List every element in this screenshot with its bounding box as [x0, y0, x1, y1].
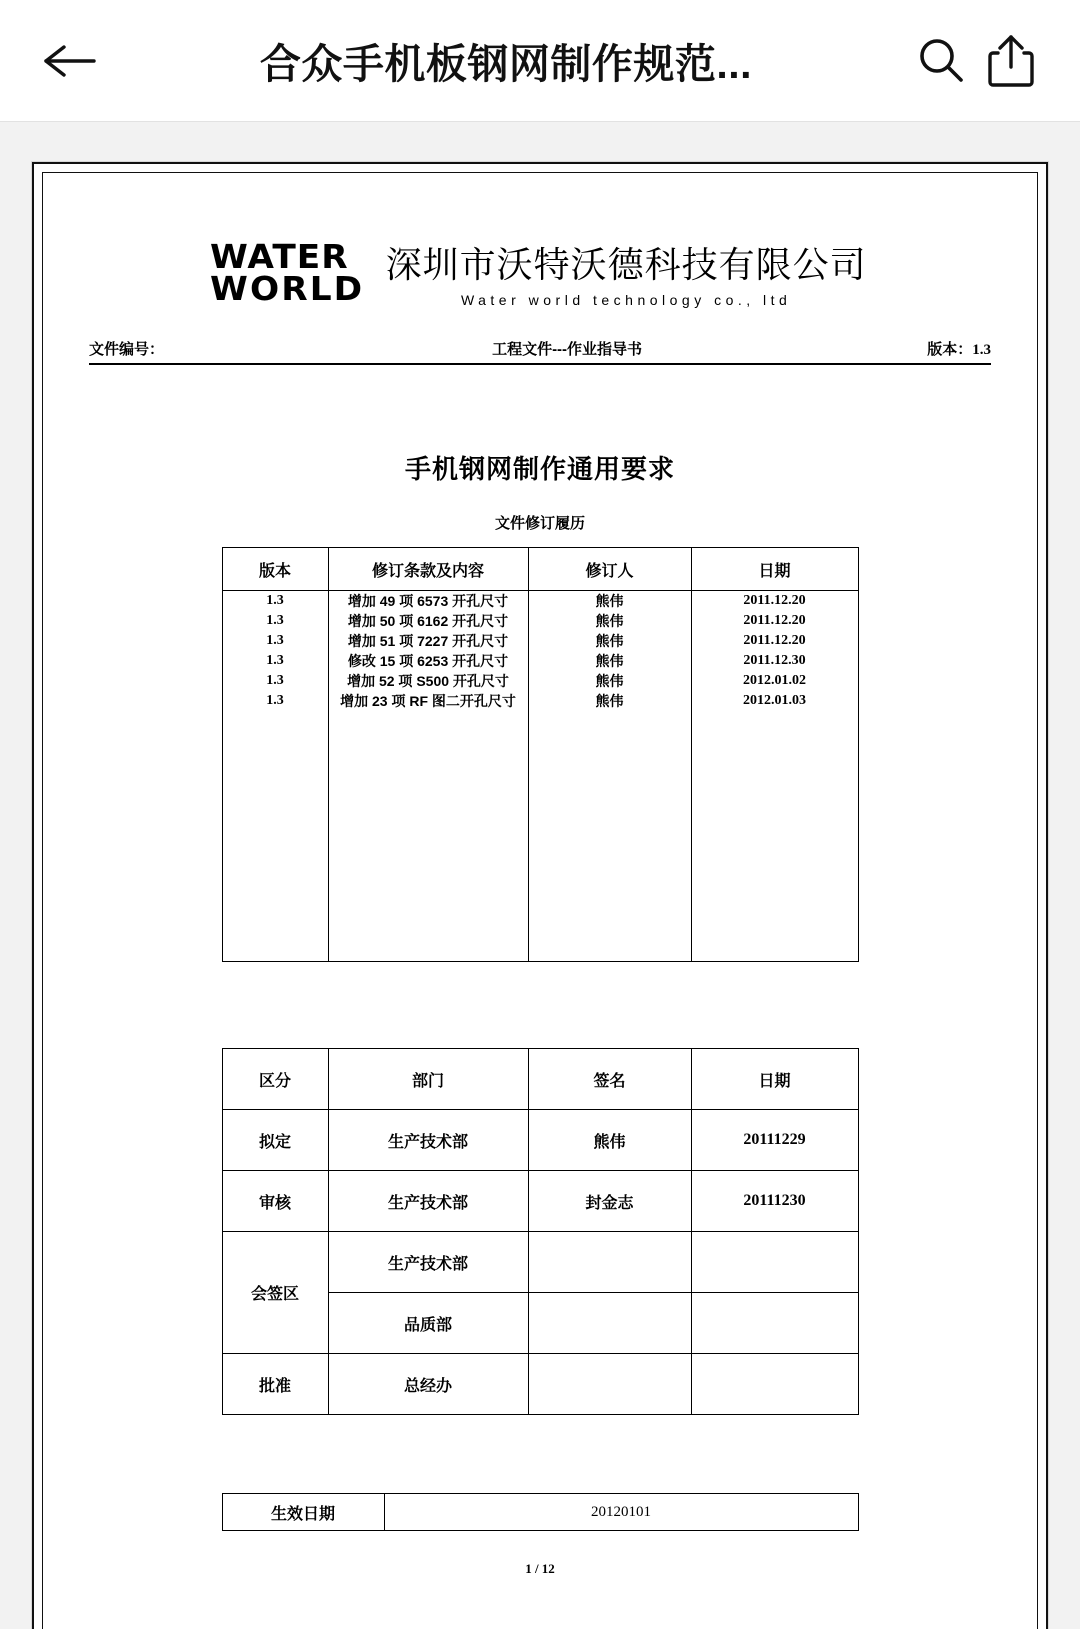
cell-content: 增加 52 项 S500 开孔尺寸 — [328, 671, 528, 691]
document-title: 手机钢网制作通用要求 — [404, 454, 675, 484]
rev-col-version: 版本 — [222, 548, 328, 591]
cell-date: 20111229 — [691, 1110, 858, 1171]
app-bar — [0, 0, 1080, 122]
search-button[interactable] — [906, 26, 976, 96]
document-subtitle: 文件修订履历 — [494, 515, 585, 532]
effective-date-table — [222, 1493, 859, 1531]
doc-type-label: 工程文件---作业指导书 — [492, 341, 643, 358]
table-row — [222, 691, 858, 711]
cell-empty — [222, 711, 328, 962]
cell-signature: 熊伟 — [528, 1110, 691, 1171]
cell-version: 1.3 — [222, 591, 328, 612]
table-row — [222, 1354, 858, 1415]
cell-content: 增加 51 项 7227 开孔尺寸 — [328, 631, 528, 651]
document-meta-line — [89, 338, 991, 365]
sign-col-signature: 签名 — [528, 1049, 691, 1110]
cell-editor: 熊伟 — [528, 631, 691, 651]
logo-line-2: WORLD — [210, 268, 365, 308]
cell-date: 2012.01.03 — [691, 691, 858, 711]
cell-date: 2011.12.20 — [691, 611, 858, 631]
search-icon — [914, 34, 968, 88]
table-row — [222, 631, 858, 651]
share-button[interactable] — [976, 26, 1046, 96]
cell-department: 生产技术部 — [328, 1171, 528, 1232]
table-row — [222, 1232, 858, 1293]
cell-date: 20111230 — [691, 1171, 858, 1232]
signature-table — [222, 1048, 859, 1415]
table-row — [222, 671, 858, 691]
cell-category: 批准 — [222, 1354, 328, 1415]
cell-content: 增加 23 项 RF 图二开孔尺寸 — [328, 691, 528, 711]
table-row — [222, 1110, 858, 1171]
table-row — [222, 591, 858, 612]
effective-date-value: 20120101 — [384, 1494, 858, 1531]
cell-signature — [528, 1232, 691, 1293]
page-number-footer: 1 / 12 — [525, 1561, 555, 1576]
table-empty-space — [222, 711, 858, 962]
cell-editor: 熊伟 — [528, 591, 691, 612]
table-header-row — [222, 548, 858, 591]
page-title: 合众手机板钢网制作规范... — [259, 41, 753, 87]
cell-department: 品质部 — [328, 1293, 528, 1354]
cell-content: 增加 50 项 6162 开孔尺寸 — [328, 611, 528, 631]
doc-number-label: 文件编号： — [89, 341, 165, 358]
letterhead — [89, 237, 991, 308]
company-name-block — [386, 237, 867, 308]
cell-version: 1.3 — [222, 671, 328, 691]
effective-date-label: 生效日期 — [222, 1494, 384, 1531]
share-icon — [986, 33, 1036, 89]
cell-date — [691, 1293, 858, 1354]
cell-editor: 熊伟 — [528, 651, 691, 671]
rev-col-editor: 修订人 — [528, 548, 691, 591]
cell-editor: 熊伟 — [528, 611, 691, 631]
cell-content: 修改 15 项 6253 开孔尺寸 — [328, 651, 528, 671]
sign-col-category: 区分 — [222, 1049, 328, 1110]
cell-date — [691, 1354, 858, 1415]
cell-signature — [528, 1293, 691, 1354]
table-header-row — [222, 1049, 858, 1110]
cell-date: 2011.12.30 — [691, 651, 858, 671]
cell-department: 生产技术部 — [328, 1110, 528, 1171]
back-arrow-icon — [42, 41, 98, 81]
rev-col-content: 修订条款及内容 — [328, 548, 528, 591]
table-row — [222, 1171, 858, 1232]
doc-version-label: 版本：1.3 — [927, 342, 991, 358]
cell-signature: 封金志 — [528, 1171, 691, 1232]
company-name-en: Water world technology co., ltd — [460, 292, 792, 308]
revision-history-table — [222, 547, 859, 962]
cell-category-countersign: 会签区 — [222, 1232, 328, 1354]
table-row — [222, 611, 858, 631]
cell-empty — [691, 711, 858, 962]
cell-content: 增加 49 项 6573 开孔尺寸 — [328, 591, 528, 612]
cell-signature — [528, 1354, 691, 1415]
cell-version: 1.3 — [222, 651, 328, 671]
cell-version: 1.3 — [222, 691, 328, 711]
company-logo — [210, 236, 365, 308]
table-row — [222, 1494, 858, 1531]
cell-category: 拟定 — [222, 1110, 328, 1171]
table-row — [222, 651, 858, 671]
sign-col-department: 部门 — [328, 1049, 528, 1110]
page-content — [42, 172, 1038, 1629]
cell-empty — [328, 711, 528, 962]
cell-version: 1.3 — [222, 631, 328, 651]
cell-date — [691, 1232, 858, 1293]
sign-col-date: 日期 — [691, 1049, 858, 1110]
cell-category: 审核 — [222, 1171, 328, 1232]
cell-date: 2012.01.02 — [691, 671, 858, 691]
logo-line-1: WATER — [210, 236, 350, 276]
company-name-cn: 深圳市沃特沃德科技有限公司 — [385, 244, 867, 285]
back-button[interactable] — [34, 25, 106, 97]
cell-editor: 熊伟 — [528, 671, 691, 691]
document-viewer[interactable] — [0, 122, 1080, 1629]
rev-col-date: 日期 — [691, 548, 858, 591]
document-page — [32, 162, 1048, 1629]
cell-editor: 熊伟 — [528, 691, 691, 711]
cell-version: 1.3 — [222, 611, 328, 631]
cell-department: 生产技术部 — [328, 1232, 528, 1293]
cell-date: 2011.12.20 — [691, 631, 858, 651]
cell-department: 总经办 — [328, 1354, 528, 1415]
cell-empty — [528, 711, 691, 962]
cell-date: 2011.12.20 — [691, 591, 858, 612]
